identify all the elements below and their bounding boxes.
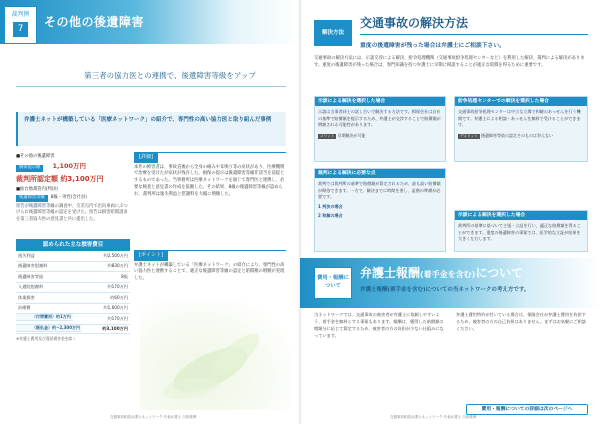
damage-breakdown-table <box>16 239 130 341</box>
merit-text: 早期解決が可能 <box>337 132 366 138</box>
table-row: 入通院慰謝料 約170万円 <box>16 283 130 294</box>
case-facts <box>16 152 130 224</box>
total-row: 約3,100万円 <box>16 325 130 334</box>
left-footer: 交通事故相談弁護士ネットワーク 代表弁護士 川田康博 <box>110 414 197 419</box>
box-heading: 示談による解決を選択した場合 <box>315 97 445 106</box>
detail-section <box>134 152 286 199</box>
table-subrow: （付帯費用） 約1万円 <box>16 314 73 321</box>
court-detail-box <box>454 210 588 252</box>
fee-subtitle: 弁護士報酬(着手金を含む)についての当ネットワークの考え方です。 <box>360 287 530 293</box>
fee-column-1: 当ネットワークでは、交通事故の被害者が弁護士に依頼しやすいよう、着手金を無料とする事案もあります。報酬は、獲得した賠償額の増額分に応じて算定するため、被害者の方の負担が少ない仕組みになっています。 <box>314 312 444 338</box>
award-value: 約3,100万円 <box>60 175 104 184</box>
box-text: 示談は当事者同士の話し合いで解決する方法です。損保会社は自社の基準で賠償額を提示するため、弁護士が交渉することで賠償額が増額される可能性があります。 <box>318 109 441 128</box>
page-subtitle: 重度の後遺障害が残った場合は弁護士にご相談下さい。 <box>360 43 505 49</box>
center-box <box>454 96 588 162</box>
demerit-tag: デメリット <box>460 133 478 138</box>
table-row: 逸失利益 約2,500万円 <box>16 251 130 262</box>
right-footer: 交通事故相談弁護士ネットワーク 代表弁護士 川田康博 <box>390 414 477 419</box>
chapter-tab <box>4 6 37 44</box>
point-judgment: 1 判決の場合 <box>318 203 343 209</box>
case-title: 弁護士ネットが構築している「医療ネットワーク」の紹介で、専門性の高い協力医と取り組んだ事例 <box>16 112 286 146</box>
chapter-label: 裁判例 <box>11 11 30 18</box>
table-row: 後遺障害慰謝料 約830万円 <box>16 262 130 273</box>
box-text: 交通事故紛争処理センターは中立な立場で和解のあっせんを行う機関です。弁護士による相談・あっせんを無料で受けることができます。 <box>458 109 581 128</box>
merit-tag: メリット <box>320 133 335 138</box>
box-heading: 示談による解決を選択した場合 <box>455 211 587 220</box>
right-page <box>300 0 600 424</box>
box-heading: 裁判による解決に必要な点 <box>315 169 445 178</box>
detail-label: [詳細] <box>134 153 158 163</box>
divider <box>16 86 286 87</box>
box-text: 裁判では裁判所の基準で賠償額が算定されるため、最も高い賠償額が期待できます。一方で、解決までに時間を要し、証拠の準備が必要です。 <box>318 181 441 200</box>
table-row: 後遺障害等級 8級 <box>16 272 130 283</box>
table-row: 治療費 約1,600万円 <box>16 304 130 315</box>
point-text: 弁護士ネットが構築している「医療ネットワーク」の紹介により、専門性の高い協力医と連携することで、適正な後遺障害等級の認定と賠償額の増額が実現した。 <box>134 262 285 282</box>
leaf-illustration <box>140 300 290 410</box>
table-row: 休業損害 約60万円 <box>16 293 130 304</box>
point-label: [ポイント] <box>134 251 168 261</box>
table-subrow: （既払金） 約−2,300万円 <box>16 325 82 332</box>
fee-title: 弁護士報酬(着手金を含む)について <box>360 266 524 280</box>
section-tab: 解決方法 <box>314 20 352 46</box>
page-title: 交通事故の解決方法 <box>360 16 469 30</box>
lead-text: 第三者の協力医との連携で、後遺障害等級をアップ <box>84 71 256 80</box>
detail-text: 本件の被害者は、事故直後から全身の痛みや耳鳴り等の症状があり、医療機関で治療を受けたが症状が残存した。損保の提示は後遺障害等級非該当を前提とするものであった。当事務所は医療ネットワークを通じて専門医と連携し、必要な検査と意見書の作成を依頼した。その結果、8級の後遺障害等級が認められ、裁判所は逸失利益と慰謝料を大幅に増額した。 <box>134 164 285 197</box>
point-section <box>134 250 286 283</box>
chapter-number: 7 <box>13 22 28 37</box>
court-box <box>314 168 446 252</box>
page-title: その他の後遺障害 <box>44 15 145 29</box>
offer-label: 損保提示額 <box>16 165 43 171</box>
table-note: ※弁護士費用及び遅延損害金を除く <box>16 335 77 341</box>
case-description: 原告が後遺障害等級の調査中、交差点内で出向車両にぶつけられ後遺障害等級の認定を受けた。原告は損害賠償請求を第三者協力医の意見書と共に提出した。 <box>16 203 128 222</box>
fee-details-link[interactable]: 費用・報酬についての詳細は次のページへ <box>466 404 588 415</box>
demerit-text: 後遺障害等級の認定そのものは争えない <box>480 132 553 138</box>
box-heading: 紛争処理センターでの解決を選択した場合 <box>455 97 587 106</box>
title-rule <box>360 34 588 35</box>
grade-tag: 後遺障害等級 <box>16 195 48 201</box>
fee-column-2: 弁護士費用特約が付いている場合は、保険会社が弁護士費用を負担するため、被害者の方の自己負担はありません。まずはお気軽にご相談ください。 <box>456 312 586 331</box>
grade-heading: ■仙台地裁管内(判決) <box>16 186 58 192</box>
intro-text: 交通事故の解決方法には、示談交渉による解決、紛争処理機関（交通事故紛争処理センターなど）を利用した解決、裁判による解決があります。重度の後遺障害が残った場合は、専門知識を持つ弁護士に早期に相談することが適正な賠償を得るために重要です。 <box>314 56 585 68</box>
fee-tab: 費用・報酬について <box>314 267 352 299</box>
offer-value: 1,100万円 <box>52 162 87 171</box>
settlement-box <box>314 96 446 162</box>
award-label: 裁判所認定額 <box>16 175 58 184</box>
grade-value: 8級・男性(会社員) <box>50 195 87 201</box>
victim-heading: ■その他の後遺障害 <box>16 154 55 159</box>
breakdown-heading: 認められた主な損害費目 <box>16 239 130 251</box>
leaf-photo <box>140 300 290 410</box>
point-settlement: 2 和解の場合 <box>318 213 343 219</box>
table-row: 約170万円 <box>16 314 130 325</box>
box-text: 裁判所の基準に基づいて主張・立証を行い、適正な賠償額を得ることができます。重度の後遺障害の事案では、医学的な立証が結果を大きく左右します。 <box>458 223 581 242</box>
